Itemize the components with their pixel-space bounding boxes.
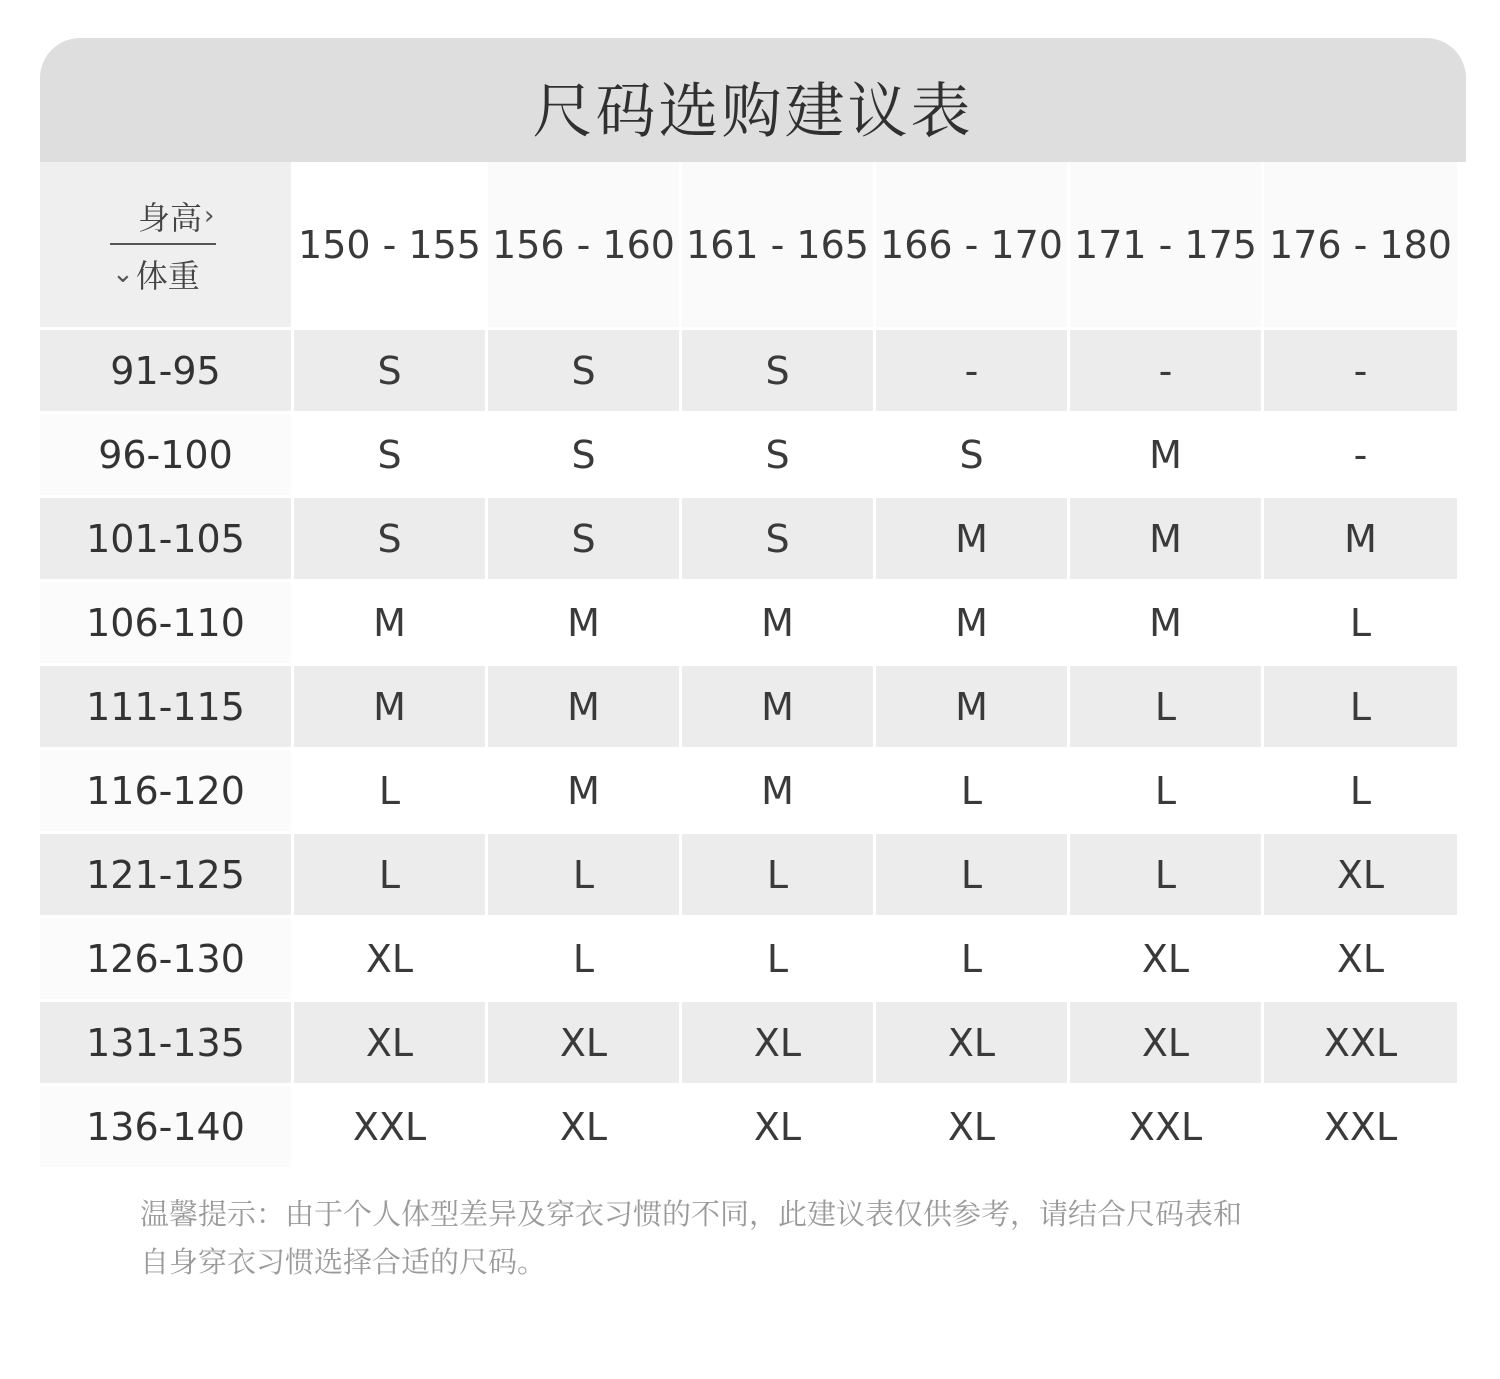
size-cell: XL xyxy=(294,918,488,1002)
size-cell: M xyxy=(876,498,1070,582)
page-title: 尺码选购建议表 xyxy=(532,77,974,147)
size-cell: M xyxy=(682,582,876,666)
size-cell: M xyxy=(488,666,682,750)
weight-range-cell: 106-110 xyxy=(40,582,294,666)
size-cell: XL xyxy=(1264,834,1460,918)
size-cell: XL xyxy=(1264,918,1460,1002)
height-header: 171 - 175 xyxy=(1070,162,1264,330)
height-header: 150 - 155 xyxy=(294,162,488,330)
height-header: 161 - 165 xyxy=(682,162,876,330)
size-cell: - xyxy=(1070,330,1264,414)
size-cell: L xyxy=(488,834,682,918)
size-cell: S xyxy=(682,498,876,582)
weight-range-cell: 101-105 xyxy=(40,498,294,582)
size-cell: XL xyxy=(1070,1002,1264,1086)
size-cell: - xyxy=(876,330,1070,414)
size-cell: M xyxy=(1264,498,1460,582)
height-header: 176 - 180 xyxy=(1264,162,1460,330)
size-cell: M xyxy=(876,666,1070,750)
size-table xyxy=(40,162,1466,1168)
size-cell: XL xyxy=(876,1086,1070,1168)
size-cell: L xyxy=(682,834,876,918)
size-cell: M xyxy=(294,666,488,750)
size-cell: XL xyxy=(488,1086,682,1168)
size-cell: M xyxy=(488,750,682,834)
weight-range-cell: 116-120 xyxy=(40,750,294,834)
size-cell: M xyxy=(1070,414,1264,498)
title-bar xyxy=(40,38,1466,162)
weight-range-cell: 91-95 xyxy=(40,330,294,414)
size-cell: XXL xyxy=(294,1086,488,1168)
size-cell: L xyxy=(1070,750,1264,834)
size-cell: - xyxy=(1264,330,1460,414)
size-cell: S xyxy=(488,414,682,498)
tip-note xyxy=(140,1190,1390,1286)
size-cell: XXL xyxy=(1264,1002,1460,1086)
size-cell: L xyxy=(1070,834,1264,918)
size-cell: L xyxy=(876,750,1070,834)
size-cell: L xyxy=(294,750,488,834)
weight-label-text: 体重 xyxy=(135,256,200,295)
height-axis-label xyxy=(110,193,216,245)
size-cell: L xyxy=(1070,666,1264,750)
weight-range-cell: 121-125 xyxy=(40,834,294,918)
size-cell: - xyxy=(1264,414,1460,498)
size-cell: XL xyxy=(682,1086,876,1168)
size-cell: S xyxy=(294,414,488,498)
weight-range-cell: 126-130 xyxy=(40,918,294,1002)
chevron-right-icon: › xyxy=(204,200,215,231)
size-cell: XL xyxy=(294,1002,488,1086)
size-cell: L xyxy=(682,918,876,1002)
size-cell: XL xyxy=(876,1002,1070,1086)
size-cell: L xyxy=(876,834,1070,918)
size-cell: S xyxy=(294,330,488,414)
height-label-text: 身高 xyxy=(138,198,203,237)
size-cell: L xyxy=(1264,666,1460,750)
size-cell: XXL xyxy=(1264,1086,1460,1168)
corner-header xyxy=(40,162,294,330)
chevron-down-icon: ⌄ xyxy=(112,258,134,289)
weight-range-cell: 111-115 xyxy=(40,666,294,750)
height-header: 166 - 170 xyxy=(876,162,1070,330)
size-cell: XL xyxy=(682,1002,876,1086)
size-cell: L xyxy=(876,918,1070,1002)
size-cell: M xyxy=(1070,582,1264,666)
weight-range-cell: 96-100 xyxy=(40,414,294,498)
weight-range-cell: 131-135 xyxy=(40,1002,294,1086)
weight-axis-label xyxy=(110,251,200,297)
size-cell: M xyxy=(294,582,488,666)
size-guide-card xyxy=(40,38,1466,1168)
size-cell: L xyxy=(1264,750,1460,834)
size-cell: S xyxy=(294,498,488,582)
weight-range-cell: 136-140 xyxy=(40,1086,294,1168)
tip-line-2: 自身穿衣习惯选择合适的尺码。 xyxy=(140,1245,547,1279)
tip-line-1: 温馨提示：由于个人体型差异及穿衣习惯的不同，此建议表仅供参考，请结合尺码表和 xyxy=(140,1197,1243,1231)
size-cell: XL xyxy=(1070,918,1264,1002)
size-cell: S xyxy=(488,498,682,582)
size-cell: S xyxy=(488,330,682,414)
size-cell: M xyxy=(682,666,876,750)
size-cell: L xyxy=(1264,582,1460,666)
size-cell: M xyxy=(488,582,682,666)
height-header: 156 - 160 xyxy=(488,162,682,330)
size-cell: M xyxy=(1070,498,1264,582)
size-cell: S xyxy=(682,414,876,498)
size-cell: M xyxy=(876,582,1070,666)
size-cell: L xyxy=(294,834,488,918)
size-cell: M xyxy=(682,750,876,834)
size-cell: S xyxy=(682,330,876,414)
size-cell: L xyxy=(488,918,682,1002)
size-cell: XL xyxy=(488,1002,682,1086)
size-cell: S xyxy=(876,414,1070,498)
size-cell: XXL xyxy=(1070,1086,1264,1168)
